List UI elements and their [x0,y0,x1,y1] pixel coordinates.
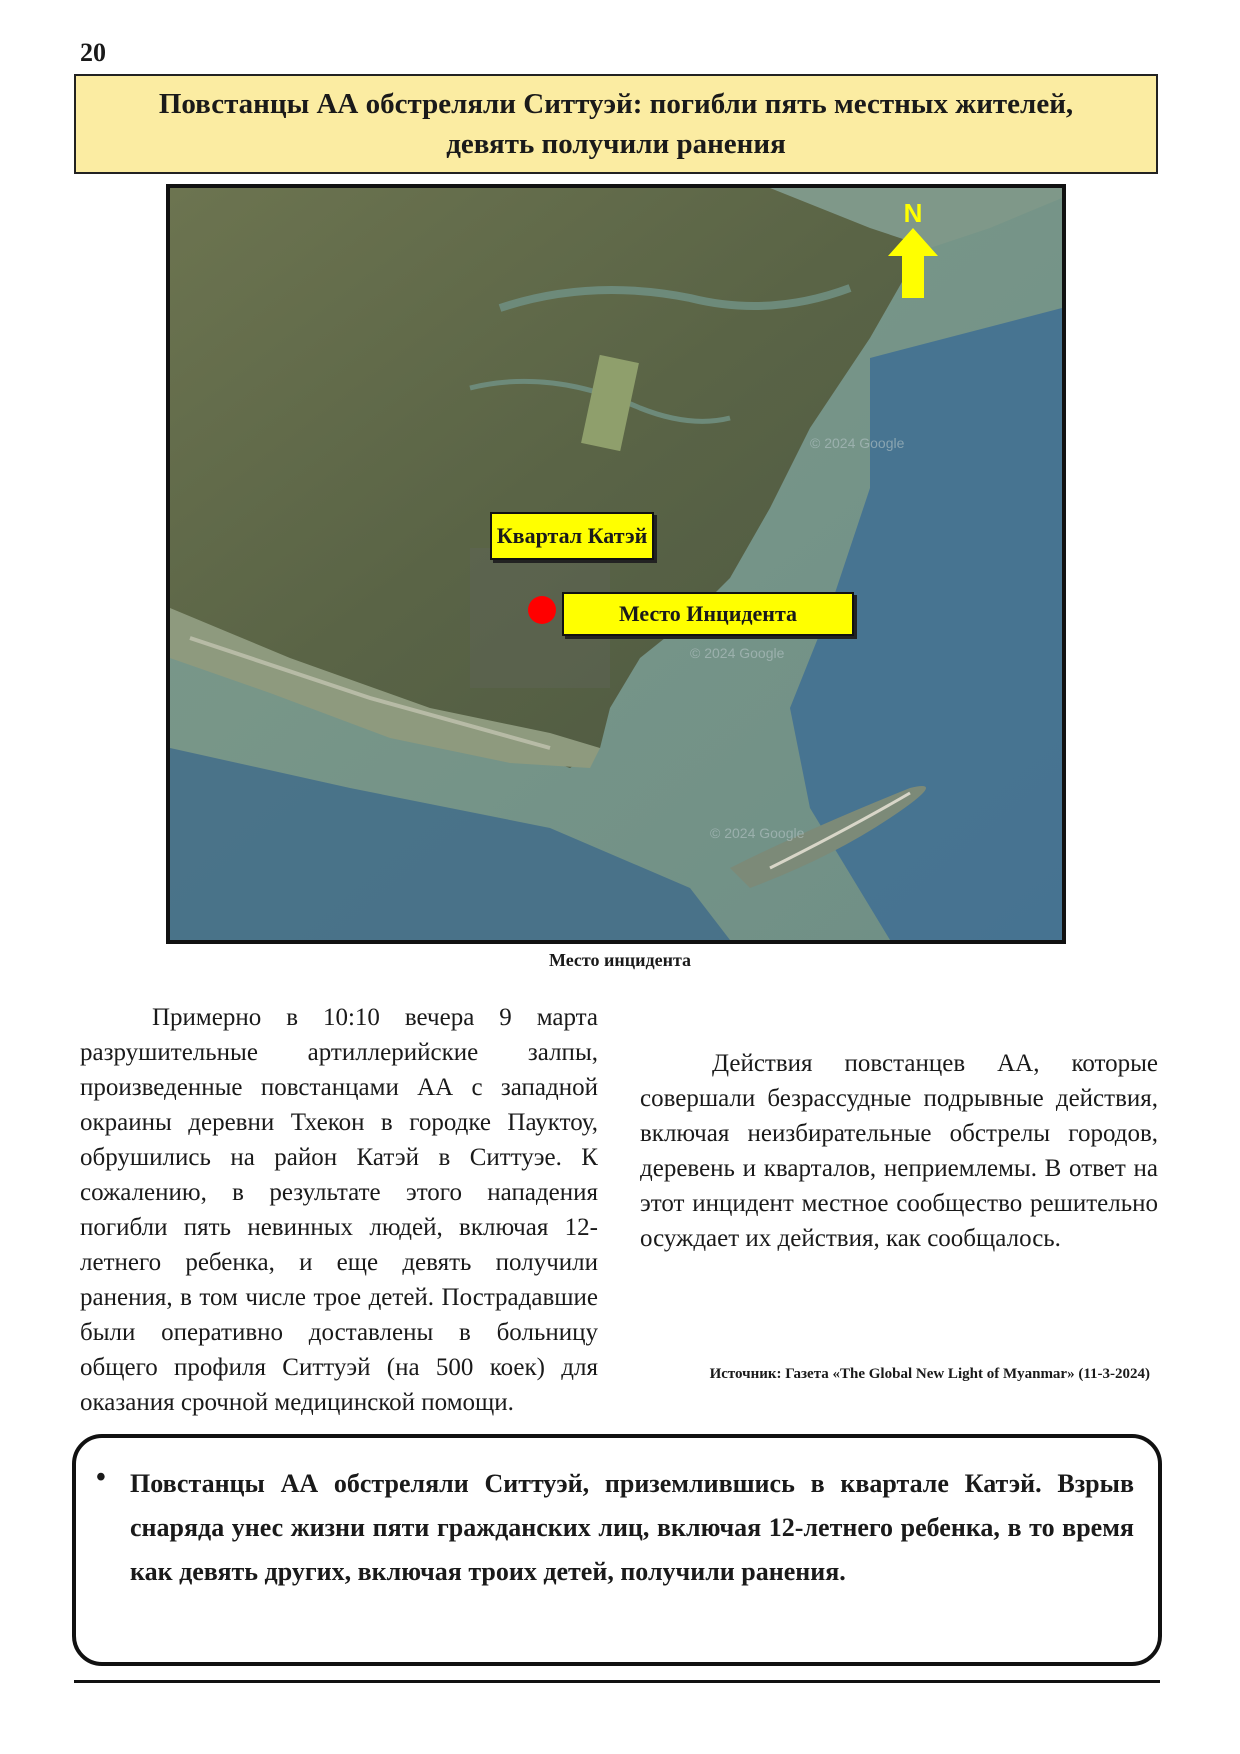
map-watermark-2: © 2024 Google [690,645,785,661]
summary-box [72,1434,1162,1666]
article-column-1 [80,1000,598,1420]
north-label: N [903,198,923,228]
article-paragraph-2: Действия повстанцев АА, которые совершали безрассудные подрывные действия, включая неизбирательные обстрелы городов, деревень и кварталов, неприемлемы. В ответ на этот инцидент местное сообщество решительно осуждает их действия, как сообщалось. [640,1050,1158,1252]
page-number: 20 [80,38,106,67]
bottom-divider [74,1680,1160,1683]
article-paragraph-1: Примерно в 10:10 вечера 9 марта разрушительные артиллерийские залпы, произведенные повстанцами АА с западной окраины деревни Тхекон в городке Пауктоу, обрушились на район Катэй в Ситтуэе. К сожалению, в результате этого нападения погибли пять невинных людей, включая 12-летнего ребенка, и еще девять получили ранения, в том числе трое детей. Пострадавшие были оперативно доставлены в больницу общего профиля Ситтуэй (на 500 коек) для оказания срочной медицинской помощи. [80,1004,598,1416]
incident-label: Место Инцидента [562,592,854,636]
district-label: Квартал Катэй [490,512,654,560]
map-watermark-1: © 2024 Google [810,435,905,451]
arrow-up-icon [888,228,938,298]
source-citation: Источник: Газета «The Global New Light of Myanmar» (11-3-2024) [709,1366,1150,1382]
north-arrow-icon [888,198,938,298]
satellite-map [166,184,1066,944]
bullet-icon: • [96,1462,106,1493]
map-watermark-3: © 2024 Google [710,825,805,841]
article-column-2 [640,1046,1158,1256]
incident-marker [528,596,556,624]
map-image [170,188,1062,940]
page-title: Повстанцы АА обстреляли Ситтуэй: погибли пять местных жителей, девять получили ранения [74,74,1158,174]
summary-text: Повстанцы АА обстреляли Ситтуэй, приземлившись в квартале Катэй. Взрыв снаряда унес жизни пяти гражданских лиц, включая 12-летнего ребенка, в то время как девять других, включая троих детей, получили ранения. [130,1469,1134,1586]
map-caption: Место инцидента [548,950,692,970]
